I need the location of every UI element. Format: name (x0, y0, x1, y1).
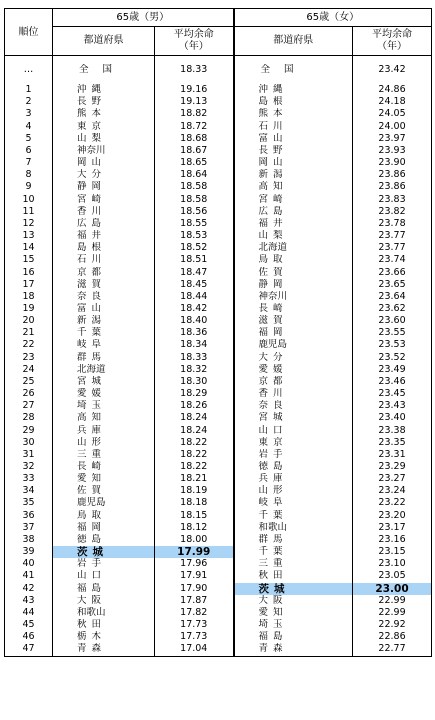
rank-cell: 25 (5, 376, 53, 388)
male-pref-cell: 島根 (53, 242, 155, 254)
female-value-cell: 23.27 (353, 473, 432, 485)
female-value-cell: 23.00 (353, 583, 432, 595)
female-pref-cell: 長崎 (234, 303, 353, 315)
male-pref-cell: 大分 (53, 169, 155, 181)
male-value-cell: 18.40 (155, 315, 234, 327)
female-value-cell: 23.53 (353, 339, 432, 351)
female-value-cell: 23.05 (353, 570, 432, 582)
male-value-cell: 18.19 (155, 485, 234, 497)
male-pref-cell: 埼玉 (53, 400, 155, 412)
table-row (5, 558, 432, 570)
male-pref-cell: 山形 (53, 437, 155, 449)
table-row (5, 461, 432, 473)
male-value-cell: 18.51 (155, 254, 234, 266)
female-pref-cell: 高知 (234, 181, 353, 193)
rank-cell: 34 (5, 485, 53, 497)
female-value-cell: 23.78 (353, 218, 432, 230)
rank-cell: 44 (5, 607, 53, 619)
female-pref-cell: 広島 (234, 206, 353, 218)
male-value-cell: 18.12 (155, 522, 234, 534)
female-value-cell: 23.82 (353, 206, 432, 218)
rank-cell: 17 (5, 279, 53, 291)
female-value-cell: 23.74 (353, 254, 432, 266)
male-value-cell: 17.73 (155, 619, 234, 631)
rank-cell: 39 (5, 546, 53, 558)
table-row (5, 534, 432, 546)
female-pref-cell: 千葉 (234, 546, 353, 558)
female-value-cell: 23.38 (353, 425, 432, 437)
table-row (5, 497, 432, 509)
female-value-cell: 22.77 (353, 643, 432, 656)
table-row (5, 169, 432, 181)
female-value-cell: 23.16 (353, 534, 432, 546)
female-pref-cell: 長野 (234, 145, 353, 157)
female-value-cell: 23.83 (353, 194, 432, 206)
male-pref-cell: 山梨 (53, 133, 155, 145)
female-pref-cell: 和歌山 (234, 522, 353, 534)
male-pref-cell: 宮城 (53, 376, 155, 388)
male-value-cell: 17.99 (155, 546, 234, 558)
rank-cell: 11 (5, 206, 53, 218)
male-pref-cell: 愛媛 (53, 388, 155, 400)
table-row (5, 291, 432, 303)
female-pref-cell: 三重 (234, 558, 353, 570)
male-pref-cell: 秋田 (53, 619, 155, 631)
male-pref-cell: 和歌山 (53, 607, 155, 619)
table-row (5, 206, 432, 218)
male-pref-cell: 福井 (53, 230, 155, 242)
male-value-cell: 17.82 (155, 607, 234, 619)
female-pref-cell: 香川 (234, 388, 353, 400)
female-value-cell: 23.65 (353, 279, 432, 291)
male-value-cell: 18.45 (155, 279, 234, 291)
male-pref-cell: 静岡 (53, 181, 155, 193)
table-row (5, 279, 432, 291)
rank-header: 順位 (5, 9, 53, 56)
male-pref-cell: 長野 (53, 96, 155, 108)
female-pref-cell: 島根 (234, 96, 353, 108)
male-value-cell: 18.29 (155, 388, 234, 400)
rank-cell: 28 (5, 412, 53, 424)
table-row (5, 583, 432, 595)
male-pref-cell: 奈良 (53, 291, 155, 303)
table-row (5, 230, 432, 242)
female-pref-cell: 群馬 (234, 534, 353, 546)
rank-cell: 38 (5, 534, 53, 546)
female-avg-header: 平均余命 （年） (353, 27, 432, 56)
male-value-cell: 17.73 (155, 631, 234, 643)
table-row (5, 388, 432, 400)
table-row (5, 218, 432, 230)
table-row (5, 242, 432, 254)
rank-cell: 10 (5, 194, 53, 206)
female-section-header: 65歳（女） (234, 9, 432, 27)
rank-cell: 22 (5, 339, 53, 351)
female-value-cell: 23.43 (353, 400, 432, 412)
male-pref-cell: 愛知 (53, 473, 155, 485)
table-row (5, 522, 432, 534)
male-pref-cell: 京都 (53, 267, 155, 279)
male-value-cell: 18.53 (155, 230, 234, 242)
female-value-cell: 23.62 (353, 303, 432, 315)
rank-cell: 31 (5, 449, 53, 461)
table-row (5, 595, 432, 607)
male-pref-cell: 福島 (53, 583, 155, 595)
female-value-cell: 23.20 (353, 510, 432, 522)
table-row (5, 570, 432, 582)
rank-cell: 16 (5, 267, 53, 279)
female-pref-cell: 大分 (234, 352, 353, 364)
rank-cell: 5 (5, 133, 53, 145)
male-value-cell: 18.26 (155, 400, 234, 412)
male-value-cell: 18.44 (155, 291, 234, 303)
female-pref-cell: 岡山 (234, 157, 353, 169)
rank-cell: 20 (5, 315, 53, 327)
table-row (5, 254, 432, 266)
female-pref-cell: 茨城 (234, 583, 353, 595)
male-value-cell: 17.91 (155, 570, 234, 582)
male-pref-cell: 岐阜 (53, 339, 155, 351)
female-value-cell: 23.77 (353, 242, 432, 254)
rank-cell: 36 (5, 510, 53, 522)
rank-cell: 4 (5, 121, 53, 133)
table-row (5, 303, 432, 315)
male-value-cell: 18.34 (155, 339, 234, 351)
female-pref-cell: 全国 (234, 64, 353, 76)
male-pref-cell: 北海道 (53, 364, 155, 376)
male-pref-cell: 沖縄 (53, 84, 155, 96)
female-pref-cell: 佐賀 (234, 267, 353, 279)
table-row (5, 546, 432, 558)
male-pref-cell: 青森 (53, 643, 155, 656)
male-value-cell: 18.55 (155, 218, 234, 230)
rank-cell: 14 (5, 242, 53, 254)
female-value-cell: 22.99 (353, 595, 432, 607)
rank-cell: 9 (5, 181, 53, 193)
rank-cell: 1 (5, 84, 53, 96)
male-value-cell: 18.42 (155, 303, 234, 315)
rank-cell: 3 (5, 108, 53, 120)
female-pref-cell: 岐阜 (234, 497, 353, 509)
table-row (5, 315, 432, 327)
female-pref-cell: 愛媛 (234, 364, 353, 376)
female-value-cell: 23.55 (353, 327, 432, 339)
male-pref-cell: 群馬 (53, 352, 155, 364)
rank-cell: 7 (5, 157, 53, 169)
female-value-cell: 23.77 (353, 230, 432, 242)
female-value-cell: 23.64 (353, 291, 432, 303)
rank-cell: 43 (5, 595, 53, 607)
male-pref-cell: 鳥取 (53, 510, 155, 522)
male-value-cell: 17.96 (155, 558, 234, 570)
male-pref-cell: 神奈川 (53, 145, 155, 157)
male-value-cell: 18.82 (155, 108, 234, 120)
table-row (5, 619, 432, 631)
table-row (5, 194, 432, 206)
female-pref-header: 都道府県 (234, 27, 353, 56)
male-value-cell: 18.65 (155, 157, 234, 169)
rank-cell: 15 (5, 254, 53, 266)
rank-cell: 32 (5, 461, 53, 473)
male-pref-cell: 東京 (53, 121, 155, 133)
female-pref-cell: 北海道 (234, 242, 353, 254)
female-value-cell: 23.42 (353, 64, 432, 76)
male-value-cell: 19.13 (155, 96, 234, 108)
table-row (5, 84, 432, 96)
male-value-cell: 18.47 (155, 267, 234, 279)
female-pref-cell: 山梨 (234, 230, 353, 242)
male-value-cell: 18.52 (155, 242, 234, 254)
female-value-cell: 23.45 (353, 388, 432, 400)
table-row (5, 121, 432, 133)
rank-cell: 13 (5, 230, 53, 242)
table-row (5, 145, 432, 157)
rank-cell: 24 (5, 364, 53, 376)
rank-cell: 21 (5, 327, 53, 339)
table-row (5, 631, 432, 643)
rank-cell: 37 (5, 522, 53, 534)
male-value-cell: 18.15 (155, 510, 234, 522)
male-pref-cell: 高知 (53, 412, 155, 424)
rank-cell: 45 (5, 619, 53, 631)
female-pref-cell: 新潟 (234, 169, 353, 181)
female-value-cell: 23.10 (353, 558, 432, 570)
male-value-cell: 18.30 (155, 376, 234, 388)
table-row (5, 327, 432, 339)
male-pref-cell: 広島 (53, 218, 155, 230)
male-pref-cell: 栃木 (53, 631, 155, 643)
life-expectancy-table (4, 8, 431, 657)
female-pref-cell: 奈良 (234, 400, 353, 412)
table-row (5, 133, 432, 145)
table-row (5, 108, 432, 120)
male-pref-header: 都道府県 (53, 27, 155, 56)
female-value-cell: 23.86 (353, 169, 432, 181)
rank-cell: 18 (5, 291, 53, 303)
female-pref-cell: 宮城 (234, 412, 353, 424)
rank-cell: 23 (5, 352, 53, 364)
table-row (5, 352, 432, 364)
female-value-cell: 23.86 (353, 181, 432, 193)
female-value-cell: 24.18 (353, 96, 432, 108)
female-pref-cell: 福井 (234, 218, 353, 230)
female-pref-cell: 山口 (234, 425, 353, 437)
male-pref-cell: 鹿児島 (53, 497, 155, 509)
male-pref-cell: 福岡 (53, 522, 155, 534)
ranking-table (4, 8, 432, 657)
male-value-cell: 18.56 (155, 206, 234, 218)
female-pref-cell: 埼玉 (234, 619, 353, 631)
female-value-cell: 23.15 (353, 546, 432, 558)
male-pref-cell: 山口 (53, 570, 155, 582)
female-value-cell: 23.29 (353, 461, 432, 473)
female-pref-cell: 青森 (234, 643, 353, 656)
male-pref-cell: 三重 (53, 449, 155, 461)
male-pref-cell: 兵庫 (53, 425, 155, 437)
rank-cell: 47 (5, 643, 53, 656)
female-value-cell: 23.22 (353, 497, 432, 509)
male-value-cell: 18.33 (155, 352, 234, 364)
male-value-cell: 19.16 (155, 84, 234, 96)
rank-cell: 42 (5, 583, 53, 595)
rank-cell: 33 (5, 473, 53, 485)
table-row (5, 339, 432, 351)
female-pref-cell: 静岡 (234, 279, 353, 291)
male-pref-cell: 大阪 (53, 595, 155, 607)
female-value-cell: 23.24 (353, 485, 432, 497)
male-avg-header: 平均余命 （年） (155, 27, 234, 56)
male-value-cell: 17.87 (155, 595, 234, 607)
female-value-cell: 23.90 (353, 157, 432, 169)
national-row (5, 64, 432, 76)
rank-cell: 12 (5, 218, 53, 230)
table-row (5, 485, 432, 497)
male-value-cell: 18.22 (155, 461, 234, 473)
male-pref-cell: 全国 (53, 64, 155, 76)
female-pref-cell: 宮崎 (234, 194, 353, 206)
table-row (5, 412, 432, 424)
table-body (5, 56, 432, 657)
female-pref-cell: 岩手 (234, 449, 353, 461)
table-row (5, 425, 432, 437)
rank-cell: … (5, 64, 53, 76)
male-value-cell: 17.04 (155, 643, 234, 656)
female-value-cell: 22.92 (353, 619, 432, 631)
female-pref-cell: 徳島 (234, 461, 353, 473)
female-pref-cell: 京都 (234, 376, 353, 388)
male-pref-cell: 石川 (53, 254, 155, 266)
table-row (5, 181, 432, 193)
male-pref-cell: 新潟 (53, 315, 155, 327)
male-value-cell: 18.36 (155, 327, 234, 339)
table-row (5, 643, 432, 656)
rank-cell: 29 (5, 425, 53, 437)
female-pref-cell: 富山 (234, 133, 353, 145)
table-row (5, 157, 432, 169)
male-section-header: 65歳（男） (53, 9, 234, 27)
female-pref-cell: 秋田 (234, 570, 353, 582)
male-pref-cell: 滋賀 (53, 279, 155, 291)
rank-cell: 19 (5, 303, 53, 315)
male-value-cell: 18.24 (155, 412, 234, 424)
female-pref-cell: 愛知 (234, 607, 353, 619)
female-pref-cell: 神奈川 (234, 291, 353, 303)
female-value-cell: 23.97 (353, 133, 432, 145)
female-value-cell: 23.49 (353, 364, 432, 376)
rank-cell: 41 (5, 570, 53, 582)
male-pref-cell: 千葉 (53, 327, 155, 339)
male-value-cell: 18.00 (155, 534, 234, 546)
female-pref-cell: 千葉 (234, 510, 353, 522)
female-value-cell: 23.60 (353, 315, 432, 327)
male-value-cell: 18.64 (155, 169, 234, 181)
female-pref-cell: 福島 (234, 631, 353, 643)
female-pref-cell: 東京 (234, 437, 353, 449)
female-value-cell: 22.86 (353, 631, 432, 643)
rank-cell: 35 (5, 497, 53, 509)
table-row (5, 473, 432, 485)
female-value-cell: 24.86 (353, 84, 432, 96)
male-value-cell: 18.32 (155, 364, 234, 376)
male-value-cell: 18.33 (155, 64, 234, 76)
male-pref-cell: 熊本 (53, 108, 155, 120)
male-value-cell: 18.22 (155, 449, 234, 461)
female-pref-cell: 滋賀 (234, 315, 353, 327)
rank-cell: 40 (5, 558, 53, 570)
male-pref-cell: 香川 (53, 206, 155, 218)
female-value-cell: 23.52 (353, 352, 432, 364)
female-pref-cell: 福岡 (234, 327, 353, 339)
table-row (5, 400, 432, 412)
male-pref-cell: 茨城 (53, 546, 155, 558)
female-pref-cell: 鳥取 (234, 254, 353, 266)
female-pref-cell: 山形 (234, 485, 353, 497)
female-pref-cell: 熊本 (234, 108, 353, 120)
male-pref-cell: 富山 (53, 303, 155, 315)
rank-cell: 30 (5, 437, 53, 449)
female-pref-cell: 大阪 (234, 595, 353, 607)
table-row (5, 437, 432, 449)
male-pref-cell: 徳島 (53, 534, 155, 546)
male-value-cell: 17.90 (155, 583, 234, 595)
male-pref-cell: 岡山 (53, 157, 155, 169)
male-value-cell: 18.18 (155, 497, 234, 509)
female-value-cell: 23.46 (353, 376, 432, 388)
female-value-cell: 24.05 (353, 108, 432, 120)
female-value-cell: 23.31 (353, 449, 432, 461)
female-value-cell: 23.66 (353, 267, 432, 279)
male-value-cell: 18.67 (155, 145, 234, 157)
table-row (5, 376, 432, 388)
male-value-cell: 18.72 (155, 121, 234, 133)
female-value-cell: 23.35 (353, 437, 432, 449)
female-pref-cell: 沖縄 (234, 84, 353, 96)
rank-cell: 46 (5, 631, 53, 643)
male-value-cell: 18.68 (155, 133, 234, 145)
rank-cell: 8 (5, 169, 53, 181)
female-value-cell: 24.00 (353, 121, 432, 133)
female-pref-cell: 鹿児島 (234, 339, 353, 351)
rank-cell: 6 (5, 145, 53, 157)
rank-cell: 26 (5, 388, 53, 400)
male-value-cell: 18.58 (155, 194, 234, 206)
rank-cell: 2 (5, 96, 53, 108)
table-row (5, 449, 432, 461)
male-value-cell: 18.24 (155, 425, 234, 437)
table-row (5, 607, 432, 619)
table-row (5, 364, 432, 376)
male-pref-cell: 長崎 (53, 461, 155, 473)
female-pref-cell: 石川 (234, 121, 353, 133)
table-row (5, 96, 432, 108)
rank-cell: 27 (5, 400, 53, 412)
female-value-cell: 23.17 (353, 522, 432, 534)
male-pref-cell: 佐賀 (53, 485, 155, 497)
male-pref-cell: 宮崎 (53, 194, 155, 206)
table-row (5, 267, 432, 279)
male-value-cell: 18.21 (155, 473, 234, 485)
table-row (5, 510, 432, 522)
female-value-cell: 22.99 (353, 607, 432, 619)
male-value-cell: 18.22 (155, 437, 234, 449)
female-pref-cell: 兵庫 (234, 473, 353, 485)
female-value-cell: 23.40 (353, 412, 432, 424)
male-value-cell: 18.58 (155, 181, 234, 193)
female-value-cell: 23.93 (353, 145, 432, 157)
male-pref-cell: 岩手 (53, 558, 155, 570)
